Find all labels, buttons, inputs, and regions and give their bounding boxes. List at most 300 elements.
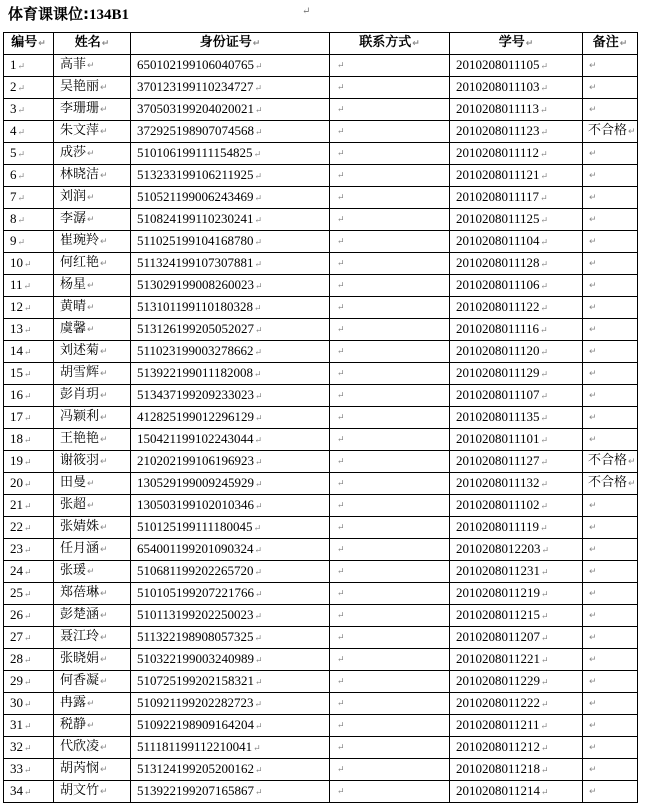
cell-id-card: 150421199102243044↵ xyxy=(131,429,330,451)
paragraph-mark-icon: ↵ xyxy=(589,281,597,291)
paragraph-mark-icon: ↵ xyxy=(589,589,597,599)
cell-no: 19↵ xyxy=(4,451,54,473)
cell-note: 不合格↵ xyxy=(583,473,638,495)
paragraph-mark-icon: ↵ xyxy=(589,787,597,797)
paragraph-mark-icon: ↵ xyxy=(337,127,345,137)
cell-contact xyxy=(330,781,450,803)
cell-note xyxy=(583,715,638,737)
paragraph-mark-icon: ↵ xyxy=(255,281,263,291)
paragraph-mark-icon: ↵ xyxy=(337,633,345,643)
table-row xyxy=(4,451,638,473)
paragraph-mark-icon: ↵ xyxy=(540,83,549,93)
table-row xyxy=(4,671,638,693)
cell-note xyxy=(583,341,638,363)
paragraph-mark-icon: ↵ xyxy=(24,501,32,511)
paragraph-mark-icon: ↵ xyxy=(337,413,345,423)
cell-no: 22↵ xyxy=(4,517,54,539)
paragraph-mark-icon: ↵ xyxy=(589,83,597,93)
paragraph-mark-icon: ↵ xyxy=(541,545,550,555)
cell-student-id: 2010208011117↵ xyxy=(450,187,583,209)
cell-id-card: 513029199008260023↵ xyxy=(131,275,330,297)
paragraph-mark-icon: ↵ xyxy=(254,545,263,555)
cell-name: 李珊珊↵ xyxy=(54,99,131,121)
paragraph-mark-icon: ↵ xyxy=(540,435,549,445)
paragraph-mark-icon: ↵ xyxy=(24,457,32,467)
cell-no: 30↵ xyxy=(4,693,54,715)
cell-student-id: 2010208011128↵ xyxy=(450,253,583,275)
paragraph-mark-icon: ↵ xyxy=(337,369,345,379)
cell-note xyxy=(583,517,638,539)
cell-no: 15↵ xyxy=(4,363,54,385)
cell-student-id: 2010208011212↵ xyxy=(450,737,583,759)
paragraph-mark-icon: ↵ xyxy=(540,457,549,467)
paragraph-mark-icon: ↵ xyxy=(540,61,549,71)
cell-id-card: 511023199003278662↵ xyxy=(131,341,330,363)
paragraph-mark-icon: ↵ xyxy=(540,259,549,269)
cell-no: 11↵ xyxy=(4,275,54,297)
cell-name: 彭楚涵↵ xyxy=(54,605,131,627)
cell-note xyxy=(583,649,638,671)
cell-contact xyxy=(330,649,450,671)
cell-id-card: 513922199011182008↵ xyxy=(131,363,330,385)
cell-note xyxy=(583,495,638,517)
cell-id-card: 513233199106211925↵ xyxy=(131,165,330,187)
cell-id-card: 510681199202265720↵ xyxy=(131,561,330,583)
cell-note xyxy=(583,627,638,649)
paragraph-mark-icon: ↵ xyxy=(87,281,95,291)
cell-contact xyxy=(330,737,450,759)
paragraph-mark-icon: ↵ xyxy=(589,303,597,313)
cell-note xyxy=(583,781,638,803)
paragraph-mark-icon: ↵ xyxy=(100,413,108,423)
table-row xyxy=(4,539,638,561)
cell-name: 冯颖利↵ xyxy=(54,407,131,429)
header-student-id: 学号↵ xyxy=(450,33,583,55)
table-header-row xyxy=(4,33,638,55)
cell-note xyxy=(583,143,638,165)
cell-contact xyxy=(330,77,450,99)
cell-contact xyxy=(330,99,450,121)
cell-name: 任月涵↵ xyxy=(54,539,131,561)
cell-note xyxy=(583,187,638,209)
cell-name: 刘润↵ xyxy=(54,187,131,209)
paragraph-mark-icon: ↵ xyxy=(541,677,549,687)
paragraph-mark-icon: ↵ xyxy=(589,369,597,379)
paragraph-mark-icon: ↵ xyxy=(589,655,597,665)
paragraph-mark-icon: ↵ xyxy=(540,369,549,379)
cell-no: 2↵ xyxy=(4,77,54,99)
cell-no: 20↵ xyxy=(4,473,54,495)
paragraph-mark-icon: ↵ xyxy=(541,699,549,709)
cell-id-card: 510921199202282723↵ xyxy=(131,693,330,715)
cell-note xyxy=(583,737,638,759)
paragraph-mark-icon: ↵ xyxy=(337,567,345,577)
cell-no: 13↵ xyxy=(4,319,54,341)
paragraph-mark-icon: ↵ xyxy=(255,457,263,467)
cell-id-card: 210202199106196923↵ xyxy=(131,451,330,473)
cell-note xyxy=(583,605,638,627)
cell-note xyxy=(583,693,638,715)
header-note: 备注↵ xyxy=(583,33,638,55)
paragraph-mark-icon: ↵ xyxy=(100,83,108,93)
cell-contact xyxy=(330,55,450,77)
paragraph-mark-icon: ↵ xyxy=(17,127,26,137)
cell-name: 张晓娟↵ xyxy=(54,649,131,671)
table-row xyxy=(4,517,638,539)
cell-note xyxy=(583,297,638,319)
paragraph-mark-icon: ↵ xyxy=(337,765,345,775)
paragraph-mark-icon: ↵ xyxy=(100,171,108,181)
paragraph-mark-icon: ↵ xyxy=(100,369,108,379)
cell-id-card: 510113199202250023↵ xyxy=(131,605,330,627)
paragraph-mark-icon: ↵ xyxy=(541,633,549,643)
paragraph-mark-icon: ↵ xyxy=(589,523,597,533)
paragraph-mark-icon: ↵ xyxy=(337,655,345,665)
table-row xyxy=(4,407,638,429)
paragraph-mark-icon: ↵ xyxy=(337,391,345,401)
cell-no: 28↵ xyxy=(4,649,54,671)
paragraph-mark-icon: ↵ xyxy=(87,479,95,489)
paragraph-mark-icon: ↵ xyxy=(589,545,597,555)
paragraph-mark-icon: ↵ xyxy=(100,765,108,775)
paragraph-mark-icon: ↵ xyxy=(255,391,263,401)
paragraph-mark-icon: ↵ xyxy=(254,171,263,181)
cell-note xyxy=(583,429,638,451)
paragraph-mark-icon: ↵ xyxy=(24,347,32,357)
paragraph-mark-icon: ↵ xyxy=(337,237,345,247)
paragraph-mark-icon: ↵ xyxy=(541,787,549,797)
cell-contact xyxy=(330,231,450,253)
paragraph-mark-icon: ↵ xyxy=(100,391,108,401)
cell-id-card: 650102199106040765↵ xyxy=(131,55,330,77)
paragraph-mark-icon: ↵ xyxy=(24,303,32,313)
cell-contact xyxy=(330,693,450,715)
cell-student-id: 2010208011101↵ xyxy=(450,429,583,451)
paragraph-mark-icon: ↵ xyxy=(100,435,108,445)
cell-id-card: 412825199012296129↵ xyxy=(131,407,330,429)
cell-student-id: 2010208011105↵ xyxy=(450,55,583,77)
paragraph-mark-icon: ↵ xyxy=(24,479,32,489)
paragraph-mark-icon: ↵ xyxy=(540,105,548,115)
cell-name: 张婧姝↵ xyxy=(54,517,131,539)
paragraph-mark-icon: ↵ xyxy=(589,61,597,71)
paragraph-mark-icon: ↵ xyxy=(337,215,345,225)
paragraph-mark-icon: ↵ xyxy=(254,237,263,247)
paragraph-mark-icon: ↵ xyxy=(253,149,262,159)
cell-note xyxy=(583,319,638,341)
paragraph-mark-icon: ↵ xyxy=(87,193,95,203)
paragraph-mark-icon: ↵ xyxy=(255,589,263,599)
table-row xyxy=(4,297,638,319)
paragraph-mark-icon: ↵ xyxy=(24,699,32,709)
paragraph-mark-icon: ↵ xyxy=(255,501,263,511)
paragraph-mark-icon: ↵ xyxy=(589,105,597,115)
course-code: 134B1 xyxy=(89,7,130,23)
paragraph-mark-icon: ↵ xyxy=(255,721,263,731)
paragraph-mark-icon: ↵ xyxy=(337,259,345,269)
page-title xyxy=(8,3,129,24)
paragraph-mark-icon: ↵ xyxy=(540,303,549,313)
cell-student-id: 2010208011106↵ xyxy=(450,275,583,297)
paragraph-mark-icon: ↵ xyxy=(541,765,549,775)
cell-note xyxy=(583,209,638,231)
cell-note xyxy=(583,253,638,275)
paragraph-mark-icon: ↵ xyxy=(589,721,597,731)
cell-note xyxy=(583,759,638,781)
cell-id-card: 510322199003240989↵ xyxy=(131,649,330,671)
cell-no: 7↵ xyxy=(4,187,54,209)
cell-student-id: 2010208011104↵ xyxy=(450,231,583,253)
paragraph-mark-icon: ↵ xyxy=(337,611,345,621)
cell-contact xyxy=(330,275,450,297)
cell-note xyxy=(583,99,638,121)
paragraph-mark-icon: ↵ xyxy=(589,677,597,687)
cell-note xyxy=(583,77,638,99)
cell-contact xyxy=(330,407,450,429)
cell-name: 林晓洁↵ xyxy=(54,165,131,187)
paragraph-mark-icon: ↵ xyxy=(255,127,263,137)
paragraph-mark-icon: ↵ xyxy=(540,215,549,225)
cell-id-card: 513437199209233023↵ xyxy=(131,385,330,407)
paragraph-mark-icon: ↵ xyxy=(254,611,263,621)
paragraph-mark-icon: ↵ xyxy=(87,215,95,225)
paragraph-mark-icon: ↵ xyxy=(87,325,95,335)
paragraph-mark-icon: ↵ xyxy=(255,325,263,335)
cell-id-card: 654001199201090324↵ xyxy=(131,539,330,561)
paragraph-mark-icon: ↵ xyxy=(24,325,32,335)
cell-student-id: 2010208011121↵ xyxy=(450,165,583,187)
paragraph-mark-icon: ↵ xyxy=(337,721,345,731)
paragraph-mark-icon: ↵ xyxy=(540,127,549,137)
cell-student-id: 2010208011123↵ xyxy=(450,121,583,143)
paragraph-mark-icon: ↵ xyxy=(255,677,263,687)
paragraph-mark-icon: ↵ xyxy=(87,61,95,71)
paragraph-mark-icon: ↵ xyxy=(540,149,548,159)
paragraph-mark-icon: ↵ xyxy=(24,545,32,555)
table-row xyxy=(4,385,638,407)
paragraph-mark-icon: ↵ xyxy=(24,787,32,797)
cell-no: 25↵ xyxy=(4,583,54,605)
cell-name: 吴艳丽↵ xyxy=(54,77,131,99)
cell-student-id: 2010208011132↵ xyxy=(450,473,583,495)
paragraph-mark-icon: ↵ xyxy=(24,589,32,599)
paragraph-mark-icon: ↵ xyxy=(541,655,549,665)
paragraph-mark-icon: ↵ xyxy=(24,743,32,753)
paragraph-mark-icon: ↵ xyxy=(540,501,549,511)
paragraph-mark-icon: ↵ xyxy=(337,677,345,687)
paragraph-mark-icon: ↵ xyxy=(540,325,548,335)
paragraph-mark-icon: ↵ xyxy=(253,523,262,533)
paragraph-mark-icon: ↵ xyxy=(100,743,108,753)
cell-id-card: 510106199111154825↵ xyxy=(131,143,330,165)
paragraph-mark-icon: ↵ xyxy=(24,391,32,401)
cell-student-id: 2010208011119↵ xyxy=(450,517,583,539)
paragraph-mark-icon: ↵ xyxy=(589,259,597,269)
paragraph-mark-icon: ↵ xyxy=(255,787,263,797)
paragraph-mark-icon: ↵ xyxy=(589,743,597,753)
cell-no: 26↵ xyxy=(4,605,54,627)
cell-student-id: 2010208011120↵ xyxy=(450,341,583,363)
paragraph-mark-icon: ↵ xyxy=(24,259,32,269)
cell-no: 29↵ xyxy=(4,671,54,693)
paragraph-mark-icon: ↵ xyxy=(100,611,108,621)
paragraph-mark-icon: ↵ xyxy=(540,721,549,731)
paragraph-mark-icon: ↵ xyxy=(87,699,95,709)
table-row xyxy=(4,429,638,451)
paragraph-mark-icon: ↵ xyxy=(337,193,345,203)
cell-name: 代欣凌↵ xyxy=(54,737,131,759)
paragraph-mark-icon: ↵ xyxy=(24,523,32,533)
cell-no: 6↵ xyxy=(4,165,54,187)
paragraph-mark-icon: ↵ xyxy=(540,193,548,203)
cell-no: 17↵ xyxy=(4,407,54,429)
header-no: 编号↵ xyxy=(4,33,54,55)
cell-student-id: 2010208011222↵ xyxy=(450,693,583,715)
cell-student-id: 2010208011127↵ xyxy=(450,451,583,473)
paragraph-mark-icon: ↵ xyxy=(87,303,95,313)
paragraph-mark-icon: ↵ xyxy=(337,303,345,313)
cell-student-id: 2010208011221↵ xyxy=(450,649,583,671)
cell-contact xyxy=(330,363,450,385)
paragraph-mark-icon: ↵ xyxy=(589,391,597,401)
table-row xyxy=(4,55,638,77)
paragraph-mark-icon: ↵ xyxy=(100,655,108,665)
cell-name: 成莎↵ xyxy=(54,143,131,165)
table-row xyxy=(4,737,638,759)
paragraph-mark-icon: ↵ xyxy=(541,567,549,577)
cell-student-id: 2010208011112↵ xyxy=(450,143,583,165)
cell-contact xyxy=(330,671,450,693)
cell-name: 胡雪辉↵ xyxy=(54,363,131,385)
paragraph-mark-icon: ↵ xyxy=(24,765,32,775)
cell-contact xyxy=(330,385,450,407)
table-row xyxy=(4,583,638,605)
paragraph-mark-icon: ↵ xyxy=(253,743,261,753)
cell-no: 33↵ xyxy=(4,759,54,781)
paragraph-mark-icon: ↵ xyxy=(540,391,549,401)
paragraph-mark-icon: ↵ xyxy=(589,611,597,621)
paragraph-mark-icon: ↵ xyxy=(100,237,108,247)
paragraph-mark-icon: ↵ xyxy=(87,721,95,731)
cell-no: 10↵ xyxy=(4,253,54,275)
table-row xyxy=(4,143,638,165)
paragraph-mark-icon: ↵ xyxy=(17,171,26,181)
cell-name: 高菲↵ xyxy=(54,55,131,77)
header-id-card: 身份证号↵ xyxy=(131,33,330,55)
cell-no: 3↵ xyxy=(4,99,54,121)
cell-student-id: 2010208011122↵ xyxy=(450,297,583,319)
cell-no: 27↵ xyxy=(4,627,54,649)
cell-name: 张超↵ xyxy=(54,495,131,517)
cell-id-card: 130529199009245929↵ xyxy=(131,473,330,495)
cell-student-id: 2010208011215↵ xyxy=(450,605,583,627)
cell-id-card: 130503199102010346↵ xyxy=(131,495,330,517)
cell-no: 34↵ xyxy=(4,781,54,803)
cell-id-card: 513124199205200162↵ xyxy=(131,759,330,781)
paragraph-mark-icon: ↵ xyxy=(100,589,108,599)
paragraph-mark-icon: ↵ xyxy=(254,259,263,269)
cell-note xyxy=(583,231,638,253)
cell-contact xyxy=(330,297,450,319)
cell-no: 12↵ xyxy=(4,297,54,319)
paragraph-mark-icon: ↵ xyxy=(17,61,26,71)
paragraph-mark-icon: ↵ xyxy=(589,765,597,775)
cell-student-id: 2010208011125↵ xyxy=(450,209,583,231)
cell-contact xyxy=(330,759,450,781)
cell-no: 5↵ xyxy=(4,143,54,165)
cell-contact xyxy=(330,253,450,275)
paragraph-mark-icon: ↵ xyxy=(540,347,549,357)
cell-no: 16↵ xyxy=(4,385,54,407)
cell-student-id: 2010208011113↵ xyxy=(450,99,583,121)
paragraph-mark-icon: ↵ xyxy=(540,171,549,181)
paragraph-mark-icon: ↵ xyxy=(100,457,108,467)
cell-student-id: 2010208011214↵ xyxy=(450,781,583,803)
cell-id-card: 511322198908057325↵ xyxy=(131,627,330,649)
paragraph-mark-icon: ↵ xyxy=(254,83,263,93)
cell-name: 聂江玲↵ xyxy=(54,627,131,649)
paragraph-mark-icon: ↵ xyxy=(589,347,597,357)
cell-student-id: 2010208011107↵ xyxy=(450,385,583,407)
cell-note xyxy=(583,671,638,693)
paragraph-mark-icon: ↵ xyxy=(254,193,263,203)
cell-contact xyxy=(330,583,450,605)
title-label: 体育课课位: xyxy=(8,5,89,23)
table-row xyxy=(4,605,638,627)
paragraph-mark-icon: ↵ xyxy=(589,413,597,423)
cell-contact xyxy=(330,341,450,363)
cell-no: 18↵ xyxy=(4,429,54,451)
cell-no: 31↵ xyxy=(4,715,54,737)
paragraph-mark-icon: ↵ xyxy=(337,171,345,181)
paragraph-mark-icon: ↵ xyxy=(337,743,345,753)
table-row xyxy=(4,99,638,121)
paragraph-mark-icon: ↵ xyxy=(337,787,345,797)
cell-contact xyxy=(330,165,450,187)
paragraph-mark-icon: ↵ xyxy=(541,589,549,599)
cell-no: 9↵ xyxy=(4,231,54,253)
cell-name: 刘述菊↵ xyxy=(54,341,131,363)
table-row xyxy=(4,341,638,363)
paragraph-mark-icon: ↵ xyxy=(255,61,263,71)
header-contact: 联系方式↵ xyxy=(330,33,450,55)
cell-name: 虞馨↵ xyxy=(54,319,131,341)
paragraph-mark-icon: ↵ xyxy=(17,149,26,159)
table-row xyxy=(4,209,638,231)
paragraph-mark-icon: ↵ xyxy=(17,83,26,93)
paragraph-mark-icon: ↵ xyxy=(337,281,345,291)
paragraph-mark-icon: ↵ xyxy=(541,611,549,621)
cell-contact xyxy=(330,605,450,627)
cell-contact xyxy=(330,715,450,737)
table-row xyxy=(4,759,638,781)
paragraph-mark-icon: ↵ xyxy=(337,435,345,445)
cell-id-card: 510521199006243469↵ xyxy=(131,187,330,209)
paragraph-mark-icon: ↵ xyxy=(589,435,597,445)
paragraph-mark-icon: ↵ xyxy=(337,479,345,489)
cell-student-id: 2010208011219↵ xyxy=(450,583,583,605)
cell-id-card: 510725199202158321↵ xyxy=(131,671,330,693)
table-row xyxy=(4,693,638,715)
paragraph-mark-icon: ↵ xyxy=(255,655,263,665)
paragraph-mark-icon: ↵ xyxy=(87,149,95,159)
cell-note xyxy=(583,275,638,297)
table-row xyxy=(4,121,638,143)
paragraph-mark-icon: ↵ xyxy=(589,699,597,709)
paragraph-mark-icon: ↵ xyxy=(337,501,345,511)
paragraph-mark-icon: ↵ xyxy=(337,83,345,93)
cell-student-id: 2010208011229↵ xyxy=(450,671,583,693)
